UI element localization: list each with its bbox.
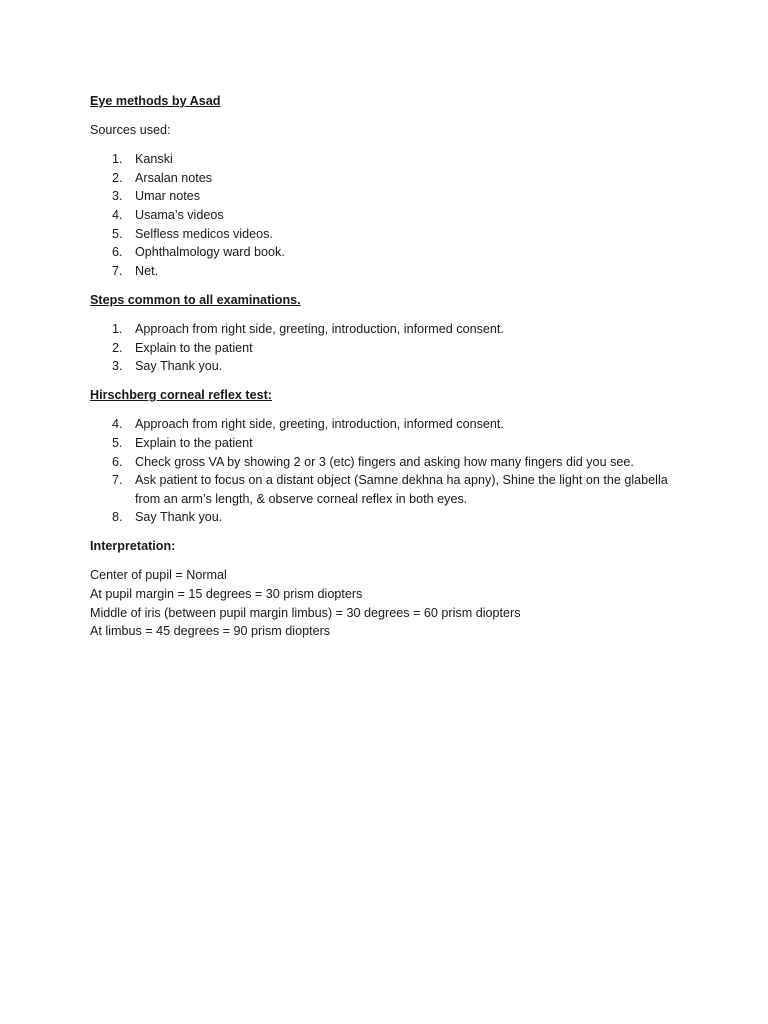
list-item: 3. Umar notes — [112, 189, 201, 204]
list-item: 2. Arsalan notes — [112, 170, 213, 185]
common-steps-list — [90, 320, 690, 376]
interpretation-line: At pupil margin = 15 degrees = 30 prism diopters — [90, 587, 363, 602]
sources-list — [90, 150, 690, 280]
interpretation-block — [90, 566, 690, 640]
interpretation-heading: Interpretation: — [90, 539, 176, 554]
common-steps-heading: Steps common to all examinations. — [90, 292, 301, 307]
document-title: Eye methods by Asad — [90, 94, 221, 108]
list-item: 2. Explain to the patient — [112, 340, 253, 355]
list-item: 6. Check gross VA by showing 2 or 3 (etc) fingers and asking how many fingers did you see. — [112, 454, 634, 469]
list-item: 4. Approach from right side, greeting, introduction, informed consent. — [112, 417, 504, 432]
list-item: 7. Ask patient to focus on a distant object (Samne dekhna ha apny), Shine the light on the glabella from an arm’s length, & observe corneal reflex in both eyes. — [112, 473, 668, 506]
list-item: 5. Selfless medicos videos. — [112, 226, 273, 241]
interpretation-line: Middle of iris (between pupil margin limbus) = 30 degrees = 60 prism diopters — [90, 605, 521, 620]
interpretation-line: Center of pupil = Normal — [90, 568, 227, 583]
list-item: 6. Ophthalmology ward book. — [112, 245, 285, 260]
list-item: 8. Say Thank you. — [112, 510, 223, 525]
list-item: 1. Approach from right side, greeting, introduction, informed consent. — [112, 321, 504, 336]
hirschberg-heading: Hirschberg corneal reflex test: — [90, 388, 272, 403]
interpretation-line: At limbus = 45 degrees = 90 prism diopters — [90, 624, 331, 639]
list-item: 3. Say Thank you. — [112, 359, 223, 374]
list-item: 5. Explain to the patient — [112, 435, 253, 450]
list-item: 7. Net. — [112, 263, 159, 278]
sources-intro: Sources used: — [90, 123, 171, 138]
document-body — [90, 92, 690, 641]
hirschberg-steps-list — [90, 415, 690, 527]
list-item: 1. Kanski — [112, 152, 173, 167]
list-item: 4. Usama’s videos — [112, 207, 224, 222]
